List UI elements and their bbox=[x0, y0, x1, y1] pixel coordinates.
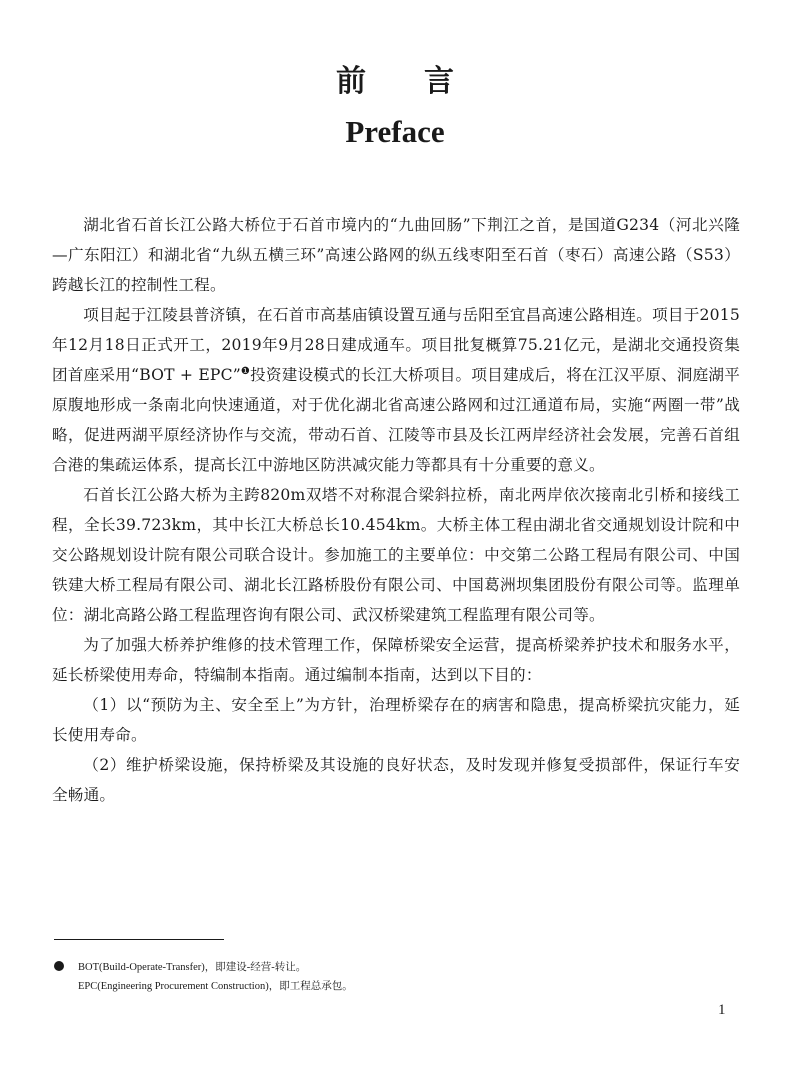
paragraph-2-before: 项目起于江陵县普济镇，在石首市高基庙镇设置互通与岳阳至宜昌高速公路相连。项目于2015年12月18日正式开工，2019年9月28日建成通车。项目批复概算75.21亿元，是湖北交通投资集团首座采用“BOT + EPC” bbox=[52, 306, 740, 384]
footnote-reference-mark[interactable]: ❶ bbox=[240, 365, 251, 377]
paragraph-4: 为了加强大桥养护维修的技术管理工作，保障桥梁安全运营，提高桥梁养护技术和服务水平，延长桥梁使用寿命，特编制本指南。通过编制本指南，达到以下目的： bbox=[52, 636, 740, 684]
chinese-title: 前言 bbox=[336, 64, 512, 99]
footnote-text-2: EPC(Engineering Procurement Construction)，即工程总承包。 bbox=[78, 981, 353, 992]
preface-body bbox=[52, 210, 740, 810]
paragraph-1: 湖北省石首长江公路大桥位于石首市境内的“九曲回肠”下荆江之首，是国道G234（河北兴隆—广东阳江）和湖北省“九纵五横三环”高速公路网的纵五线枣阳至石首（枣石）高速公路（S53）跨越长江的控制性工程。 bbox=[52, 216, 740, 294]
paragraph-5: （1）以“预防为主、安全至上”为方针，治理桥梁存在的病害和隐患，提高桥梁抗灾能力，延长使用寿命。 bbox=[52, 696, 740, 744]
paragraph-2 bbox=[52, 300, 740, 480]
footnote-text-1: BOT(Build-Operate-Transfer)，即建设-经营-转让。 bbox=[78, 962, 307, 973]
page-number: 1 bbox=[718, 1002, 726, 1018]
footnotes bbox=[54, 958, 734, 996]
paragraph-6: （2）维护桥梁设施，保持桥梁及其设施的良好状态，及时发现并修复受损部件，保证行车安全畅通。 bbox=[52, 756, 740, 804]
footnote-line-2 bbox=[54, 977, 734, 996]
english-title: Preface bbox=[345, 114, 445, 149]
footnote-bullet-icon bbox=[54, 961, 64, 971]
paragraph-3: 石首长江公路大桥为主跨820m双塔不对称混合梁斜拉桥，南北两岸依次接南北引桥和接线工程，全长39.723km，其中长江大桥总长10.454km。大桥主体工程由湖北省交通规划设计院和中交公路规划设计院有限公司联合设计。参加施工的主要单位：中交第二公路工程局有限公司、中国铁建大桥工程局有限公司、湖北长江路桥股份有限公司、中国葛洲坝集团股份有限公司等。监理单位：湖北高路公路工程监理咨询有限公司、武汉桥梁建筑工程监理有限公司等。 bbox=[52, 486, 740, 624]
footnote-line-1 bbox=[54, 958, 734, 977]
paragraph-2-after: 投资建设模式的长江大桥项目。项目建成后，将在江汉平原、洞庭湖平原腹地形成一条南北向快速通道，对于优化湖北省高速公路网和过江通道布局，实施“两圈一带”战略，促进两湖平原经济协作与交流，带动石首、江陵等市县及长江两岸经济社会发展，完善石首组合港的集疏运体系，提高长江中游地区防洪减灾能力等都具有十分重要的意义。 bbox=[52, 366, 740, 474]
footnote-divider bbox=[54, 939, 224, 940]
